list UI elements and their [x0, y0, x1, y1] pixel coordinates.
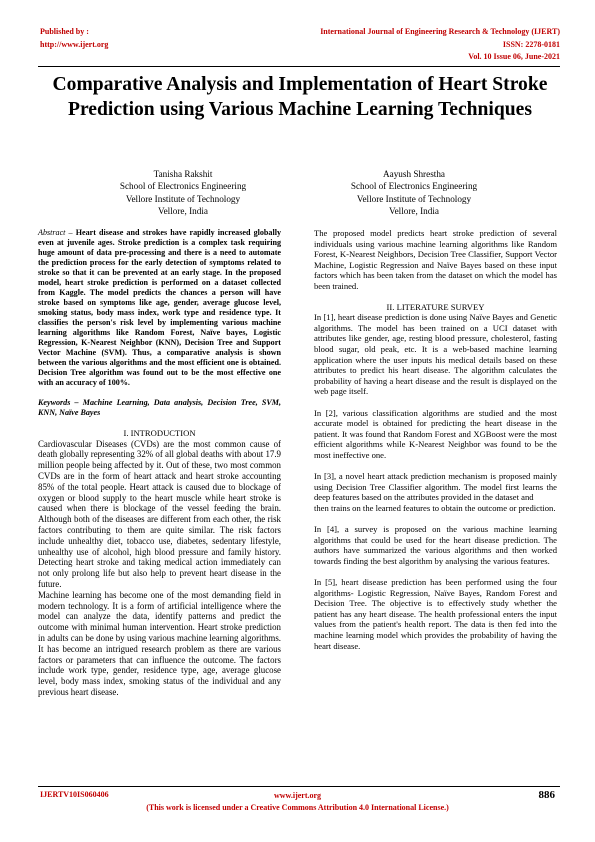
- section-heading-introduction: I. INTRODUCTION: [123, 428, 196, 438]
- right-column: [314, 228, 557, 651]
- intro-paragraph-2: Machine learning has become one of the most demanding field in modern technology. It is a form of artificial intelligence where the model can analyze the data, identify patterns and predict the outcome with minimal human intervention. Heart stroke prediction in adults can be done by using various machine learning algorithms. It has become an intrigued research problem as there are various factors or parameters that can influence the outcome. The factors include work type, gender, residence type, age, average glucose level, body mass index, smoking status of the individual and any previous heart disease.: [38, 589, 281, 697]
- survey-paragraph-1: In [1], heart disease prediction is done using Naïve Bayes and Genetic algorithms. The model has been trained on a UCI dataset with attributes like gender, age, resting blood pressure, cholesterol, fasting blood sugar, old peak, etc. It is a web-based machine learning application where the user inputs his medical details based on these attributes to predict his heart disease. The algorithm calculates the probability of having a heart disease and the result is displayed on the web page itself.: [314, 312, 557, 397]
- survey-paragraph-4: In [4], a survey is proposed on the various machine learning algorithms that could be used for the heart disease prediction. The authors have summarized the various algorithms and then worked towards finding the best algorithm by analysing the various features.: [314, 524, 557, 566]
- survey-paragraph-3a: In [3], a novel heart attack prediction mechanism is proposed mainly using Decision Tree Classifier algorithm. The model first learns the deep features based on the attributes provided in the dataset and: [314, 471, 557, 503]
- section-heading-literature-survey: II. LITERATURE SURVEY: [386, 301, 485, 312]
- survey-paragraph-5: In [5], heart disease prediction has been performed using the four algorithms- Logistic Regression, Naïve Bayes, Random Forest and Decision Tree. The objective is to effectively study whether the patient has any heart disease. The health professional enters the input values from the patient's health report. The data is then fed into the machine learning model which provides the probability of having the heart disease.: [314, 577, 557, 651]
- intro-paragraph-1: Cardiovascular Diseases (CVDs) are the most common cause of death globally representing 32% of all global deaths with about 17.9 million people being affected by it. Out of these, two most common CVDs are in the form of heart attack and heart stroke accounting 85% of the total people. Heart attack is caused due to blockage of oxygen or blood supply to the heart muscle while heart stroke is caused when there is blockage of the vessel feeding the brain. Although both of the diseases are different from each other, the risk factors contributing to them are quite similar. The risk factors include unhealthy diet, tobacco use, diabetes, sedentary lifestyle, unhealthy use of alcohol, high blood pressure and family history. Detecting heart stroke and taking medical action immediately can not only prolong life but also help to prevent heart disease in the future.: [38, 438, 281, 589]
- footer-divider: [38, 786, 560, 787]
- survey-paragraph-2: In [2], various classification algorithms are studied and the most accurate model is obtained for predicting the heart disease in the patient. It was found that Random Forest and XGBoost were the most efficient algorithms while K-Nearest Neighbor was found to be the most ineffective one.: [314, 407, 557, 460]
- running-header-left: [40, 26, 108, 51]
- proposed-model-paragraph: The proposed model predicts heart stroke prediction of several individuals using various machine learning algorithms like Random Forest, K-Nearest Neighbors, Decision Tree Classifier, Support Vector Machine, Logistic Regression and Naïve Bayes based on these input factors which has been taken from the dataset on which the model has been trained.: [314, 228, 557, 291]
- abstract-label: Abstract –: [38, 228, 73, 237]
- left-column: [38, 228, 281, 698]
- author-block-2: [314, 168, 514, 217]
- issn: ISSN: 2278-0181: [502, 39, 560, 49]
- journal-name: International Journal of Engineering Research & Technology (IJERT): [320, 27, 560, 36]
- author-name: Tanisha Rakshit: [153, 169, 213, 179]
- volume-issue: Vol. 10 Issue 06, June-2021: [468, 52, 560, 61]
- paper-id: IJERTV10IS060406: [40, 790, 109, 799]
- author-location: Vellore, India: [388, 205, 439, 216]
- author-name: Aayush Shrestha: [382, 169, 445, 179]
- author-block-1: [83, 168, 283, 217]
- abstract: [38, 228, 281, 388]
- page-number: 886: [538, 789, 555, 801]
- running-header-right: [320, 26, 560, 64]
- keywords: Keywords – Machine Learning, Data analysis, Decision Tree, SVM, KNN, Naïve Bayes: [38, 398, 281, 417]
- author-dept: School of Electronics Engineering: [119, 181, 247, 192]
- author-institution: Vellore Institute of Technology: [356, 193, 472, 204]
- license-note: (This work is licensed under a Creative Commons Attribution 4.0 International License.): [146, 803, 449, 812]
- publisher-label: Published by :: [40, 27, 89, 36]
- footer-url[interactable]: www.ijert.org: [273, 791, 322, 800]
- author-institution: Vellore Institute of Technology: [125, 193, 241, 204]
- survey-paragraph-3b: then trains on the learned features to obtain the outcome or prediction.: [314, 502, 556, 513]
- abstract-text: Heart disease and strokes have rapidly increased globally even at juvenile ages. Stroke prediction is a complex task requiring huge amount of data pre-processing and there is a need to automate the prediction process for the early detection of symptoms related to stroke so that it can be prevented at an early stage. In the proposed model, heart stroke prediction is performed on a dataset collected from Kaggle. The model predicts the chances a person will have stroke based on symptoms like age, gender, average glucose level, smoking status, body mass index, work type and residence type. It classifies the person's risk level by implementing various machine learning algorithms like Random Forest, Naïve bayes, Logistic Regression, K-Nearest Neighbor (KNN), Decision Tree and Support Vector Machine (SVM). Thus, a comparative analysis is shown between the various algorithms and the most efficient one is obtained. Decision Tree algorithm was found out to be the most effective one with an accuracy of 100%.: [38, 228, 282, 387]
- author-location: Vellore, India: [157, 205, 208, 216]
- paper-title: Comparative Analysis and Implementation of Heart Stroke Prediction using Various Machine Learning Techniques: [52, 74, 548, 120]
- author-dept: School of Electronics Engineering: [350, 181, 478, 192]
- footer-center: [0, 790, 595, 814]
- header-divider: [38, 66, 560, 67]
- journal-url[interactable]: http://www.ijert.org: [40, 39, 109, 49]
